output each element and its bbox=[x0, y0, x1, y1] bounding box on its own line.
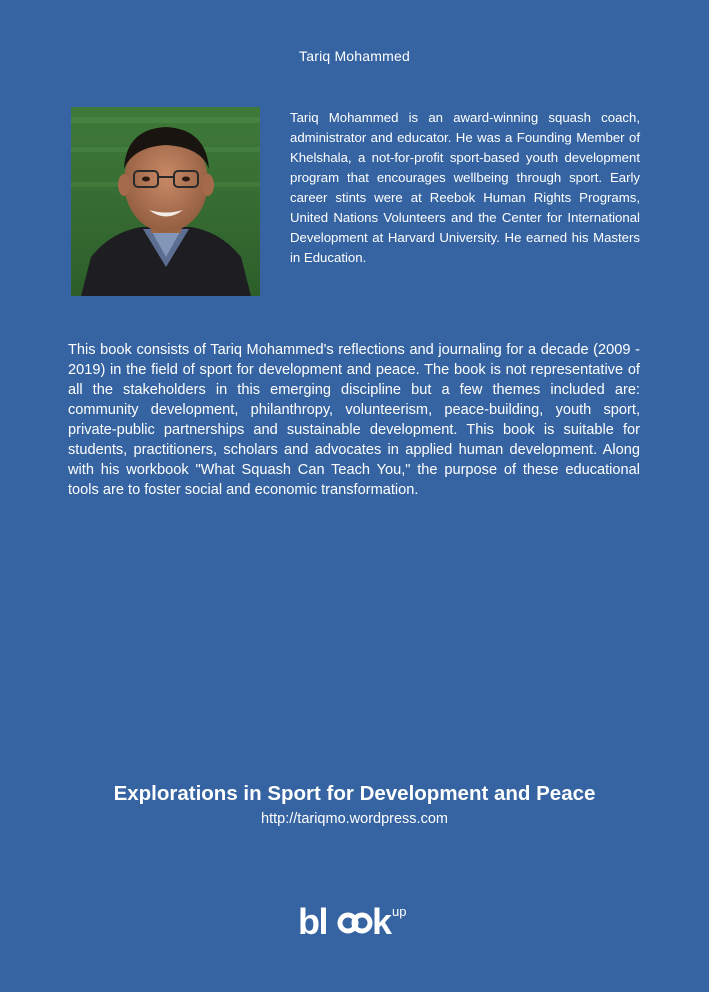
publisher-logo bbox=[298, 900, 413, 940]
author-photo bbox=[71, 107, 260, 296]
logo-double-o bbox=[340, 915, 370, 931]
book-title: Explorations in Sport for Development and Peace bbox=[113, 782, 596, 805]
website-link[interactable]: http://tariqmo.wordpress.com bbox=[261, 811, 448, 827]
logo-text-start: bl bbox=[298, 901, 327, 940]
author-name: Tariq Mohammed bbox=[299, 48, 410, 64]
logo-superscript: up bbox=[392, 904, 407, 919]
author-bio: Tariq Mohammed is an award-winning squash coach, administrator and educator. He was a Founding Member of Khelshala, a not-for-profit sport-based youth development program that encourages wellbeing through sport. Early career stints were at Reebok Human Rights Programs, United Nations Volunteers and the Center for International Development at Harvard University. He earned his Masters in Education. bbox=[290, 110, 640, 265]
book-description: This book consists of Tariq Mohammed's reflections and journaling for a decade (2009 - 2019) in the field of sport for development and peace. The book is not representative of all the stakeholders in this emerging discipline but a few themes included are: community development, philanthropy, volunteerism, peace-building, youth sport, private-public partnerships and sustainable development. This book is suitable for students, practitioners, scholars and advocates in applied human development. Along with his workbook "What Squash Can Teach You," the purpose of these educational tools are to foster social and economic transformation. bbox=[68, 342, 640, 498]
logo-text-end: k bbox=[372, 901, 393, 940]
